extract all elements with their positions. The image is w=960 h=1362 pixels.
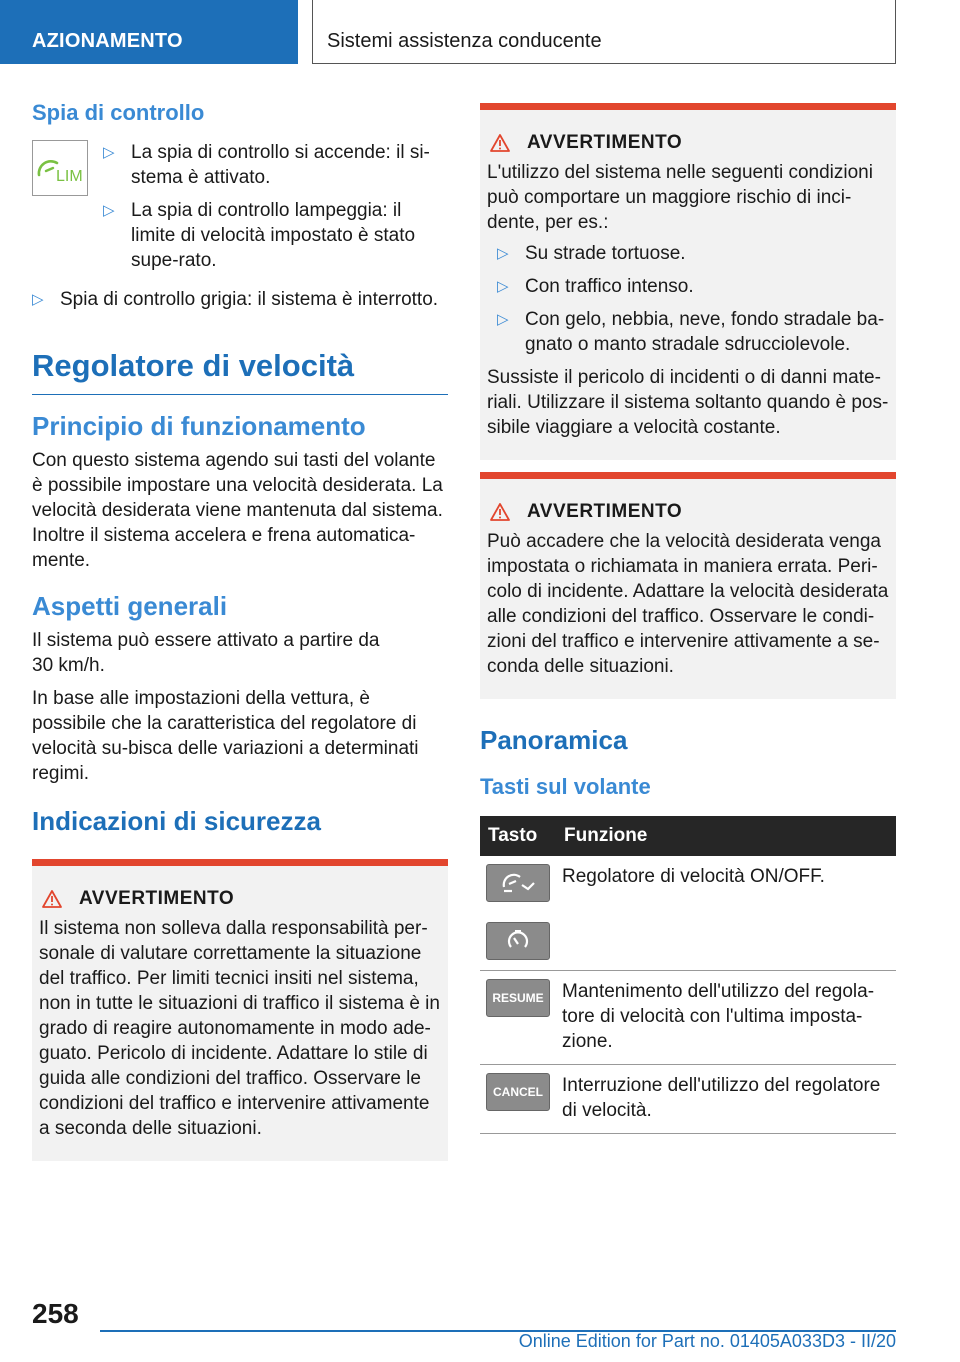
- left-column: [32, 100, 448, 1161]
- list-item: ▷ Con traffico intenso.: [497, 276, 694, 297]
- warning-text: Il sistema non solleva dalla responsabilità per-sonale di valutare correttamente la situazione del traffico. Per limiti tecnici insiti nel sistema, non in tutte le situazioni di traffico il sistema è in grado di reagire autonomamente in modo ade-guato. Pericolo di incidente. Adattare lo stile di guida alle condizioni del traffico. Osservare le condizioni del traffico e intervenire attivamente a seconda delle situazioni.: [39, 918, 440, 1139]
- warning-list: [497, 241, 889, 357]
- table-cell-tasto: [480, 971, 556, 1065]
- page-number: 258: [32, 1298, 79, 1329]
- cruise-control-toggle-button-image: [486, 922, 550, 960]
- table-cell-funzione: Regolatore di velocità ON/OFF.: [556, 856, 896, 971]
- cruise-control-icon: [498, 869, 538, 897]
- aspetti-heading: Aspetti generali: [32, 591, 228, 621]
- regolatore-heading: Regolatore di velocità: [32, 348, 448, 395]
- tasti-heading: Tasti sul volante: [480, 774, 651, 799]
- chapter-title: Sistemi assistenza conducente: [327, 30, 602, 52]
- table-cell-funzione: Interruzione dell'utilizzo del regolatore di velocità.: [556, 1065, 896, 1134]
- warning-text: Può accadere che la velocità desiderata venga impostata o richiamata in maniera errata. Peri-colo di incidente. Adattare la velocità desiderata alle condizioni del traffico. Osservare le condi-zioni del traffico e intervenire attivamente a se-conda delle situazioni.: [487, 531, 889, 677]
- list-item: ▷ La spia di controllo si accende: il si-stema è attivato.: [103, 142, 430, 188]
- table-header-tasto: Tasto: [480, 816, 556, 856]
- triangle-bullet-icon: ▷: [497, 278, 509, 295]
- spia-extra-list: [32, 287, 448, 312]
- right-column: [480, 103, 896, 1134]
- cancel-button-image: CANCEL: [486, 1073, 550, 1111]
- warning-triangle-icon: [489, 133, 511, 153]
- warning-triangle-icon: [41, 889, 63, 909]
- triangle-bullet-icon: ▷: [497, 245, 509, 262]
- triangle-bullet-icon: ▷: [32, 291, 44, 308]
- principio-text: Con questo sistema agendo sui tasti del volante è possibile impostare una velocità desiderata. La velocità desiderata viene mantenuta dal sistema. Inoltre il sistema accelera e frena automatica-mente.: [32, 450, 443, 571]
- list-item: ▷ La spia di controllo lampeggia: il limite di velocità impostato è stato supe-rato.: [103, 200, 416, 271]
- aspetti-text-2: In base alle impostazioni della vettura, è possibile che la caratteristica del regolatore di velocità su-bisca delle variazioni a determinati regimi.: [32, 688, 419, 784]
- list-item: ▷ Spia di controllo grigia: il sistema è interrotto.: [32, 289, 439, 310]
- lim-label: LIM: [56, 168, 83, 185]
- spia-block: [32, 140, 448, 281]
- triangle-bullet-icon: ▷: [103, 202, 115, 219]
- spia-heading: Spia di controllo: [32, 100, 205, 125]
- list-item: ▷ Su strade tortuose.: [497, 243, 686, 264]
- panoramica-heading: Panoramica: [480, 725, 628, 755]
- cruise-control-on-off-button-image: [486, 864, 550, 902]
- table-cell-funzione: Mantenimento dell'utilizzo del regola-tore di velocità con l'ultima imposta-zione.: [556, 971, 896, 1065]
- speed-limit-indicator-icon: [32, 140, 88, 196]
- warning-triangle-icon: [489, 502, 511, 522]
- chapter-tab: [312, 0, 896, 64]
- principio-heading: Principio di funzionamento: [32, 411, 366, 441]
- warning-box: [32, 859, 448, 1161]
- section-title: AZIONAMENTO: [32, 30, 183, 52]
- table-header-row: [480, 816, 896, 856]
- aspetti-text-1: Il sistema può essere attivato a partire da 30 km/h.: [32, 630, 380, 676]
- table-row: [480, 856, 896, 971]
- warning-box: [480, 103, 896, 460]
- resume-button-image: RESUME: [486, 979, 550, 1017]
- list-item: ▷ Con gelo, nebbia, neve, fondo stradale ba-gnato o manto stradale sdrucciolevole.: [497, 309, 885, 355]
- sicurezza-heading: Indicazioni di sicurezza: [32, 806, 321, 836]
- speedometer-icon: [33, 141, 89, 197]
- table-row: [480, 1065, 896, 1134]
- table-cell-tasto: [480, 1065, 556, 1134]
- warning-title: AVVERTIMENTO: [489, 501, 889, 523]
- section-tab: [0, 0, 298, 64]
- table-header-funzione: Funzione: [556, 816, 896, 856]
- buttons-table: [480, 816, 896, 1134]
- triangle-bullet-icon: ▷: [497, 311, 509, 328]
- triangle-bullet-icon: ▷: [103, 144, 115, 161]
- table-cell-tasto: [480, 856, 556, 971]
- spia-list: [103, 140, 448, 273]
- warning-outro: Sussiste il pericolo di incidenti o di danni mate-riali. Utilizzare il sistema soltanto quando è pos-sibile viaggiare a velocità costante.: [487, 367, 889, 438]
- edition-text: Online Edition for Part no. 01405A033D3 - II/20: [518, 1331, 896, 1351]
- warning-box: [480, 472, 896, 699]
- table-row: [480, 971, 896, 1065]
- warning-intro: L'utilizzo del sistema nelle seguenti condizioni può comportare un maggiore rischio di inci-dente, per es.:: [487, 162, 873, 233]
- warning-title: AVVERTIMENTO: [489, 132, 889, 154]
- speedometer-icon: [503, 927, 533, 955]
- warning-title: AVVERTIMENTO: [41, 888, 441, 910]
